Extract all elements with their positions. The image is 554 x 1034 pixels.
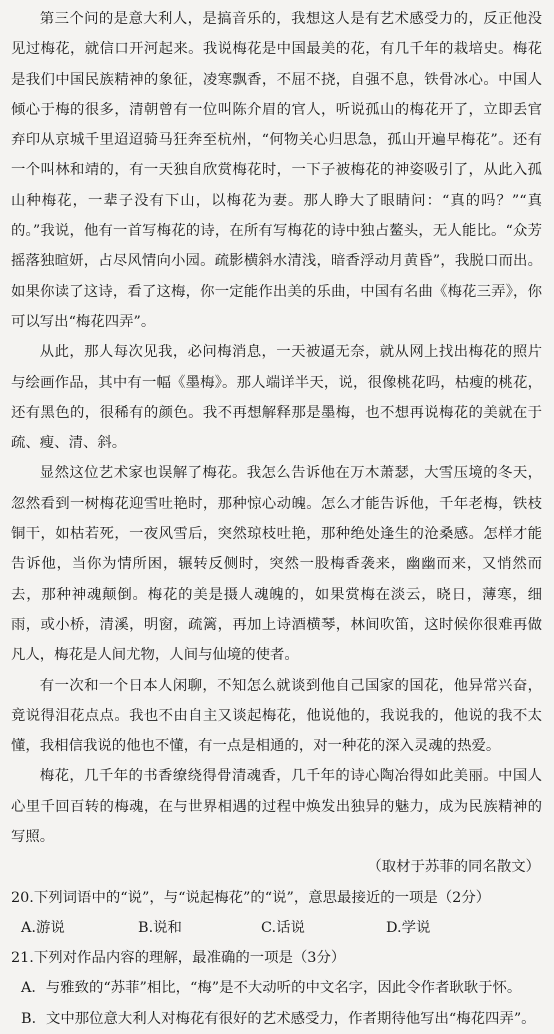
question-20-options	[11, 913, 542, 943]
passage-paragraph-4: 有一次和一个日本人闲聊，不知怎么就谈到他自己国家的国花，他异常兴奋，竟说得泪花点点。我也不由自主又谈起梅花，他说他的，我说我的，他说的我不太懂，我相信我说的他也不懂，有一点是相通的，对一种花的深入灵魂的热爱。	[11, 677, 542, 755]
source-note: （取材于苏菲的同名散文）	[367, 859, 540, 876]
passage-paragraph-3: 显然这位艺术家也误解了梅花。我怎么告诉他在万木萧瑟，大雪压境的冬天，忽然看到一树梅花迎雪吐艳时，那种惊心动魄。怎么才能告诉他，千年老梅，铁枝铜干，如枯若死，一夜风雪后，突然琼枝吐艳，那种绝处逢生的沧桑感。怎样才能告诉他，当你为情所困，辗转反侧时，突然一股梅香袭来，幽幽而来，又悄然而去，那种神魂颠倒。梅花的美是摄人魂魄的，如果赏梅在淡云，晓日，薄寒，细雨，或小桥，清溪，明窗，疏篱，再加上诗酒横琴，林间吹笛，这时候你很难再做凡人，梅花是人间尤物，人间与仙境的使者。	[11, 465, 542, 664]
q21-option-b: B．文中那位意大利人对梅花有很好的艺术感受力，作者期待他写出“梅花四弄”。	[21, 1010, 536, 1027]
question-20-stem: 20.下列词语中的“说”，与“说起梅花”的“说”，意思最接近的一项是（2分）	[11, 889, 491, 906]
passage-paragraph-2: 从此，那人每次见我，必问梅消息，一天被逼无奈，就从网上找出梅花的照片与绘画作品，其中有一幅《墨梅》。那人端详半天，说，很像桃花吗，枯瘦的桃花，还有黑色的，很稀有的颜色。我不再想解释那是墨梅，也不想再说梅花的美就在于疏、瘦、清、斜。	[11, 344, 542, 452]
q20-option-c: C.话说	[261, 919, 305, 936]
q21-option-a: A．与雅致的“苏菲”相比，“梅”是不大动听的中文名字，因此令作者耿耿于怀。	[21, 980, 522, 997]
q20-option-a: A.游说	[21, 919, 65, 936]
q20-option-b: B.说和	[138, 919, 182, 936]
passage-paragraph-1: 第三个问的是意大利人，是搞音乐的，我想这人是有艺术感受力的，反正他没见过梅花，就信口开河起来。我说梅花是中国最美的花，有几千年的栽培史。梅花是我们中国民族精神的象征，凌寒飘香，不屈不挠，自强不息，铁骨冰心。中国人倾心于梅的很多，清朝曾有一位叫陈介眉的官人，听说孤山的梅花开了，立即丢官弃印从京城千里迢迢骑马狂奔至杭州，“何物关心归思急，孤山开遍早梅花”。还有一个叫林和靖的，有一天独自欣赏梅花时，一下子被梅花的神姿吸引了，从此入孤山种梅花，一辈子没有下山，以梅花为妻。那人睁大了眼睛问：“真的吗？”“真的。”我说，他有一首写梅花的诗，在所有写梅花的诗中独占鳌头，无人能比。“众芳摇落独暄妍，占尽风情向小园。疏影横斜水清浅，暗香浮动月黄昏”，我脱口而出。如果你读了这诗，看了这梅，你一定能作出美的乐曲，中国有名曲《梅花三弄》，你可以写出“梅花四弄”。	[11, 11, 542, 330]
passage-paragraph-5: 梅花，几千年的书香缭绕得骨清魂香，几千年的诗心陶冶得如此美丽。中国人心里千回百转的梅魂，在与世界相遇的过程中焕发出独异的魅力，成为民族精神的写照。	[11, 768, 542, 846]
question-21-stem: 21.下列对作品内容的理解，最准确的一项是（3分）	[11, 949, 346, 966]
q20-option-d: D.学说	[386, 919, 431, 936]
